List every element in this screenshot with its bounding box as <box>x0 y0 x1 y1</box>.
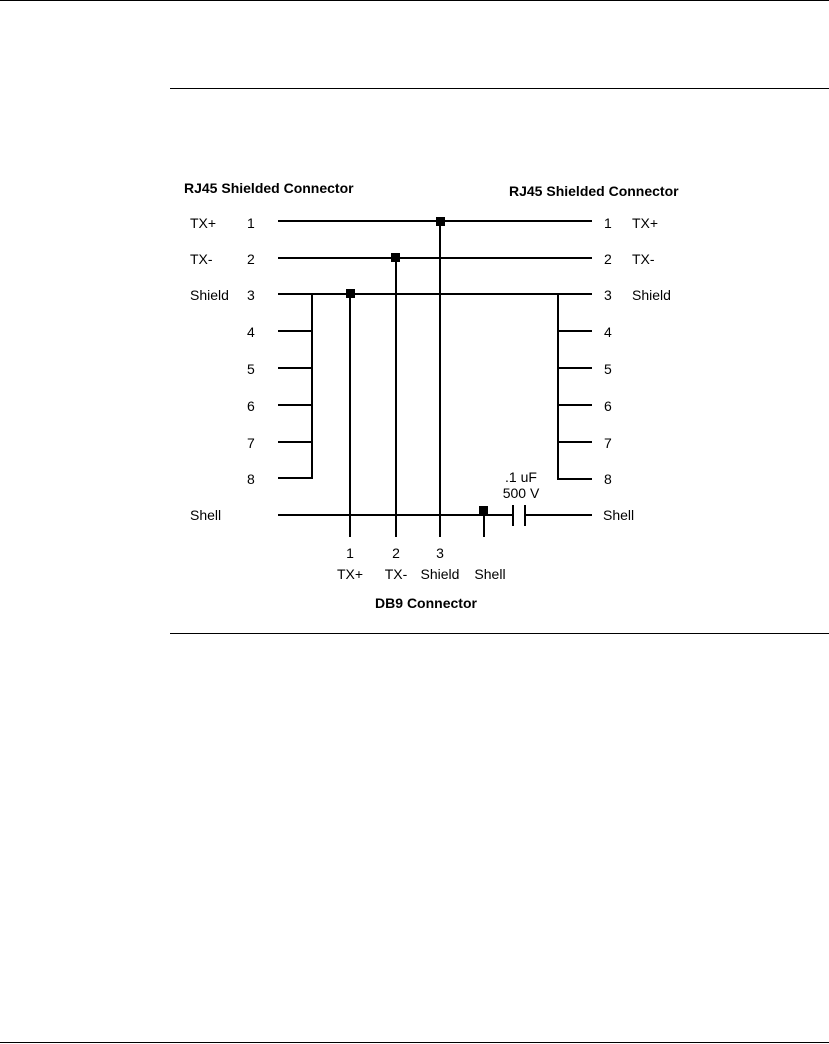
left-connector-title: RJ45 Shielded Connector <box>184 180 354 196</box>
left-pin-8-num: 8 <box>247 471 255 487</box>
left-pin-4-num: 4 <box>247 324 255 340</box>
right-pin-8-num: 8 <box>604 471 612 487</box>
left-pin-1-num: 1 <box>247 215 255 231</box>
right-pin-7-num: 7 <box>604 435 612 451</box>
right-pin-4-num: 4 <box>604 324 612 340</box>
left-shell-label: Shell <box>190 507 222 523</box>
right-pin-2-num: 2 <box>604 251 612 267</box>
left-pin-2-name: TX- <box>190 251 213 267</box>
db9-shell-name: Shell <box>474 566 506 582</box>
capacitor-voltage-label: 500 V <box>502 485 540 501</box>
left-pin-5-num: 5 <box>247 361 255 377</box>
capacitor-value-label: .1 uF <box>505 469 537 485</box>
left-pin-6-num: 6 <box>247 398 255 414</box>
left-pin-3-name: Shield <box>190 287 229 303</box>
right-pin-3-num: 3 <box>604 287 612 303</box>
db9-connector-title: DB9 Connector <box>375 595 477 611</box>
db9-pin-3-num: 3 <box>436 545 444 561</box>
right-pin-1-num: 1 <box>604 215 612 231</box>
right-connector-title: RJ45 Shielded Connector <box>509 183 679 199</box>
right-pin-2-name: TX- <box>632 251 655 267</box>
right-shell-label: Shell <box>603 507 635 523</box>
junction-node-tx-plus <box>436 217 445 226</box>
left-pin-1-name: TX+ <box>190 215 217 231</box>
left-pin-2-num: 2 <box>247 251 255 267</box>
db9-pin-2-num: 2 <box>392 545 400 561</box>
right-pin-1-name: TX+ <box>632 215 659 231</box>
right-pin-5-num: 5 <box>604 361 612 377</box>
left-pin-3-num: 3 <box>247 287 255 303</box>
db9-pin-2-name: TX- <box>384 566 408 582</box>
junction-node-shell <box>479 506 488 515</box>
right-pin-6-num: 6 <box>604 398 612 414</box>
left-pin-7-num: 7 <box>247 435 255 451</box>
junction-node-tx-minus <box>391 253 400 262</box>
junction-node-shield <box>346 289 355 298</box>
db9-pin-1-num: 1 <box>346 545 354 561</box>
right-pin-3-name: Shield <box>632 287 671 303</box>
db9-pin-1-name: TX+ <box>336 566 364 582</box>
db9-pin-3-name: Shield <box>420 566 460 582</box>
